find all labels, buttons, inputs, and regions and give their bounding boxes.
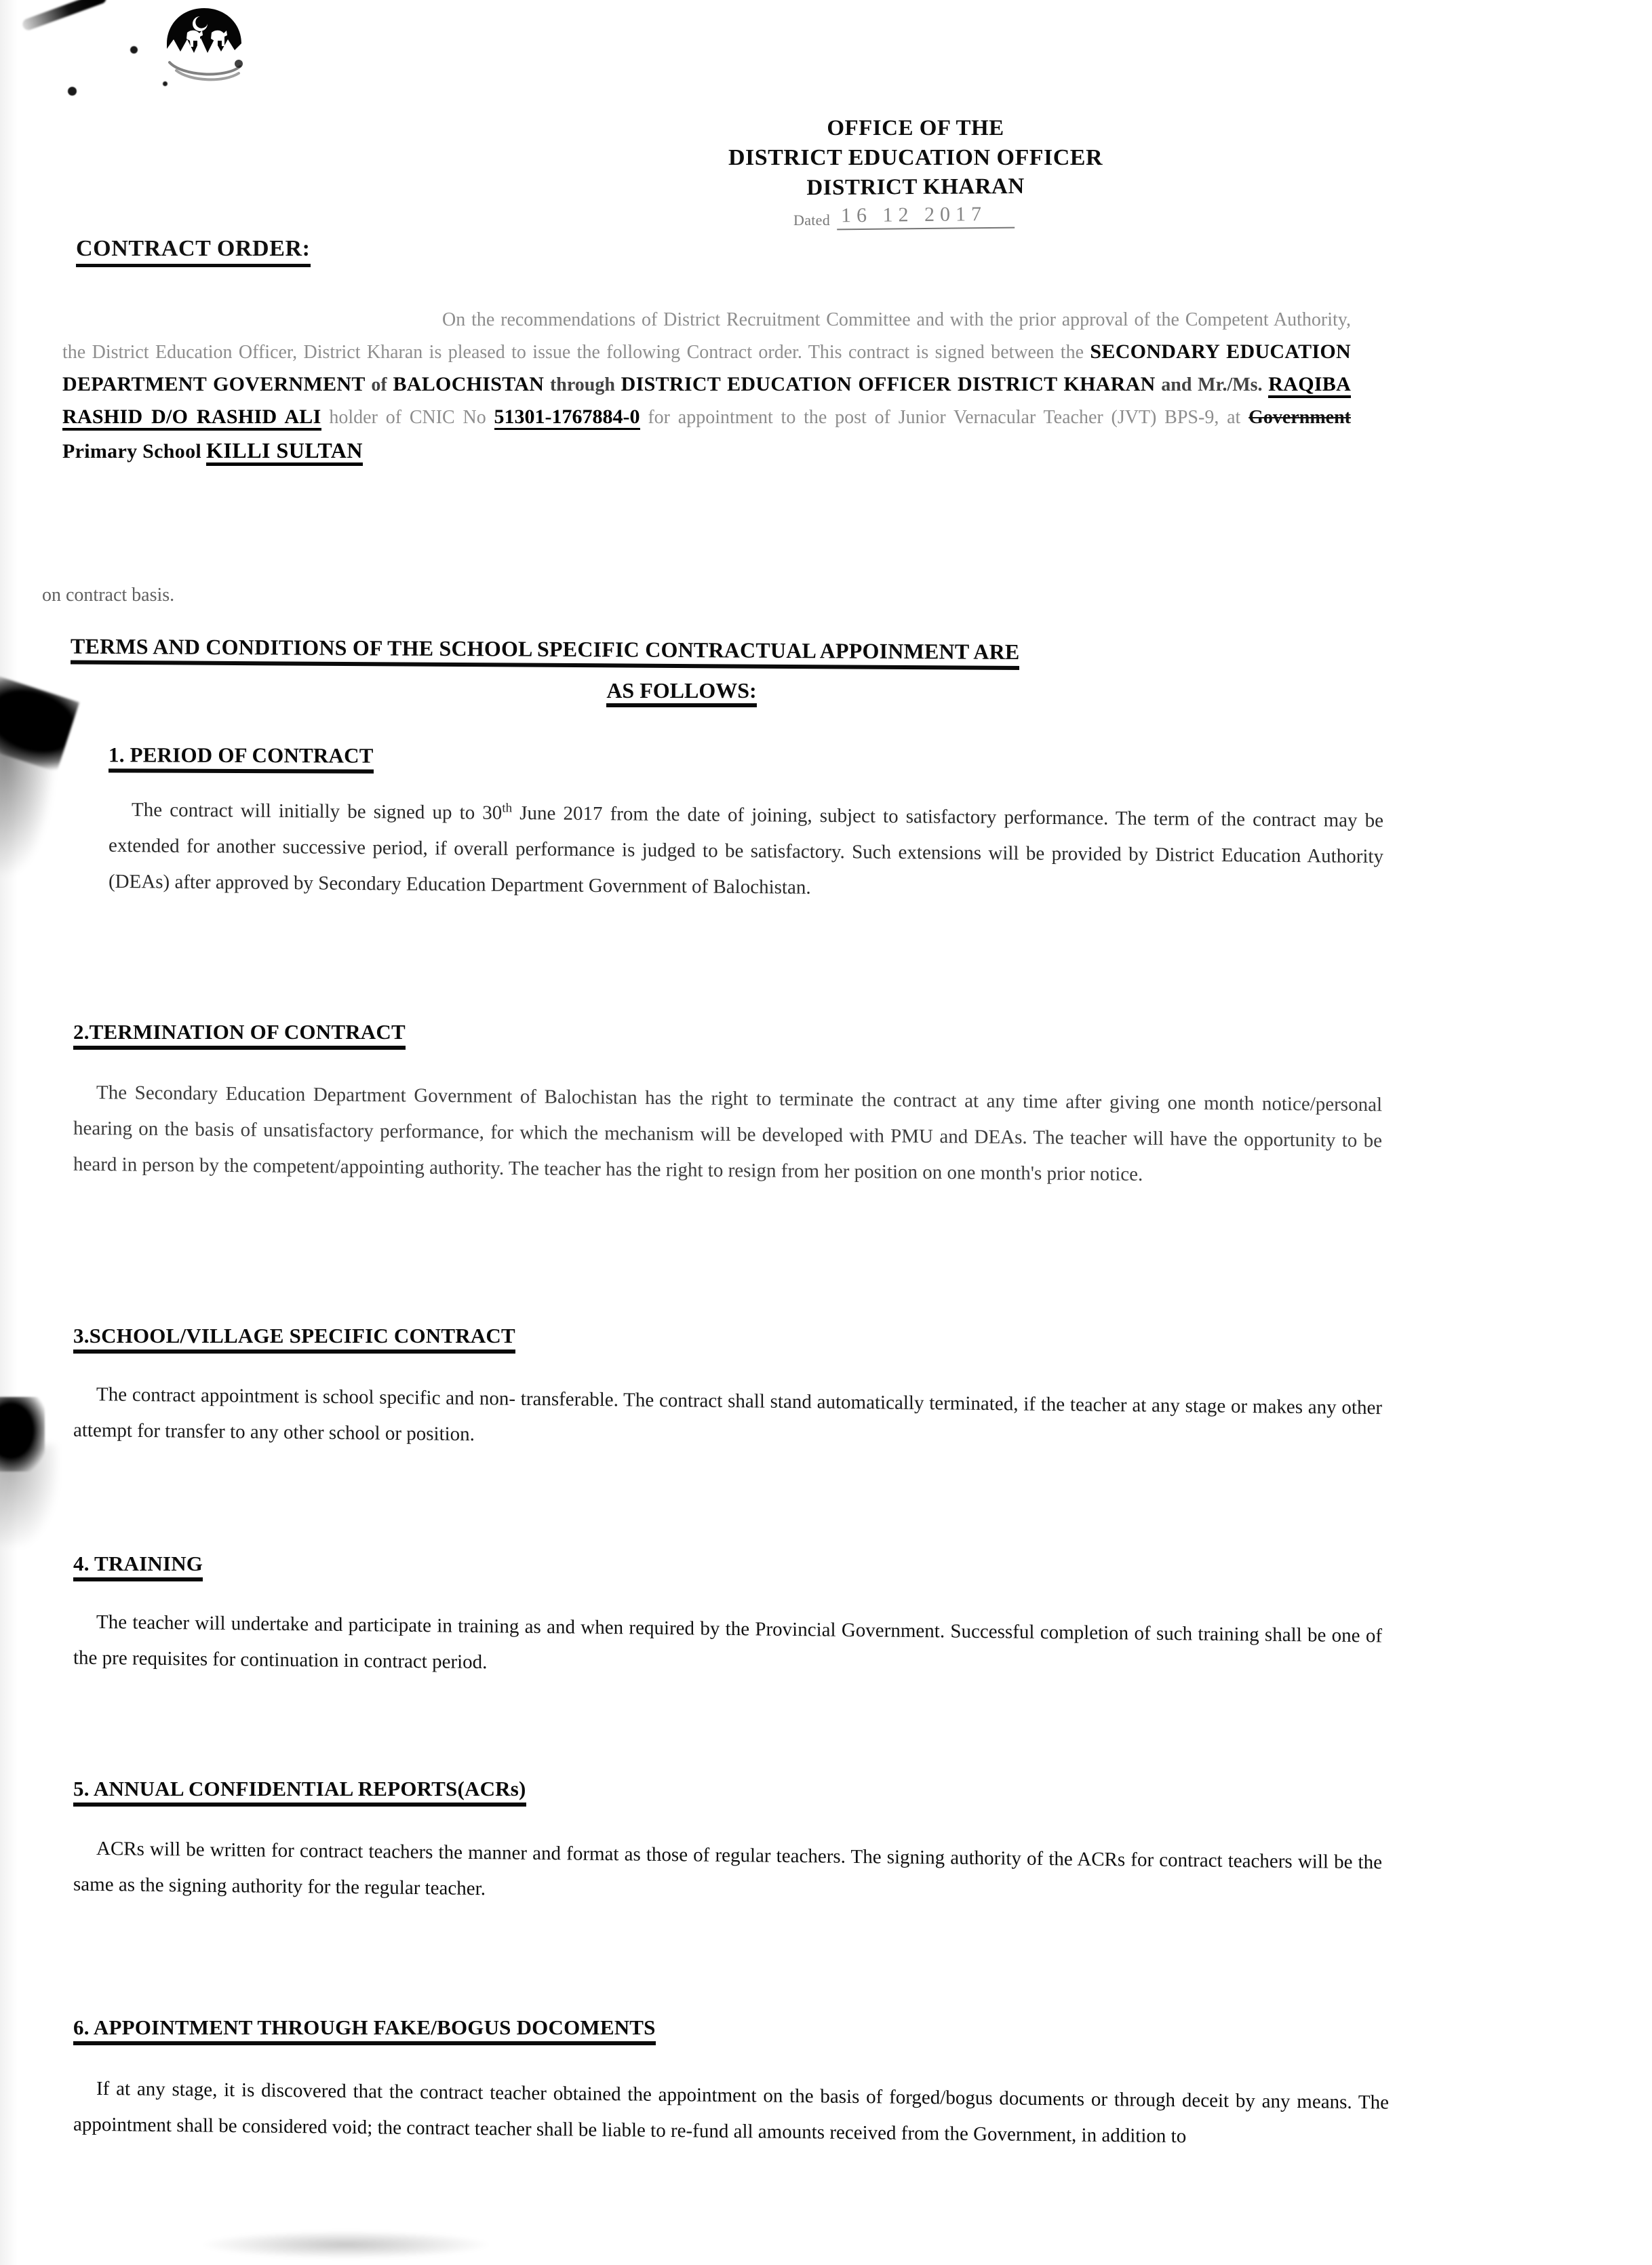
section-body-3: The contract appointment is school specific and non- transferable. The contract shall stand automatically terminated, if the teacher at any stage or makes any other attempt for transfer to any other school or position. — [73, 1383, 1382, 1445]
dated-label: Dated — [793, 212, 831, 229]
terms-and-conditions-title — [71, 634, 1291, 672]
recital-balochistan: BALOCHISTAN — [393, 372, 545, 395]
letterhead-line-2: DISTRICT EDUCATION OFFICER — [728, 144, 1103, 170]
section-heading-5: 5. ANNUAL CONFIDENTIAL REPORTS(ACRs) — [73, 1777, 526, 1807]
teacher-name-field: RAQIBA RASHID D/O RASHID ALI — [62, 373, 1351, 431]
ink-blob-smear-artifact — [0, 719, 54, 875]
cnic-number-field: 51301-1767884-0 — [494, 406, 640, 430]
section-body-1 — [109, 792, 1383, 911]
section-heading-4: 4. TRAINING — [73, 1552, 203, 1581]
dated-row — [793, 203, 1015, 229]
ink-blob-smear-artifact — [0, 1444, 58, 1546]
recital-cnic-label: holder of CNIC No — [329, 406, 486, 428]
scan-edge-shadow — [0, 0, 18, 2265]
struck-government-word: Government — [1248, 406, 1351, 428]
recital-primary-school-label: Primary School — [62, 439, 202, 462]
section-body-1-post: June 2017 from the date of joining, subject to satisfactory performance. The term of the contract may be extended for another successive period, if overall performance is judged to be satisfactory. Such extensions will be provided by District Education Authority (DEAs) after approved by Secondary Education Department Government of Balochistan. — [109, 802, 1383, 899]
letterhead-line-1: OFFICE OF THE — [827, 116, 1004, 140]
recital-of: of — [371, 374, 387, 395]
section-body-6: If at any stage, it is discovered that the contract teacher obtained the appointment on the basis of forged/bogus documents or through deceit by any means. The appointment shall be considered void; the contract teacher shall be liable to re-fund all amounts received from the Government, in addition to — [73, 2077, 1389, 2148]
recital-and: and — [1161, 374, 1192, 395]
section-training — [73, 1552, 1382, 1683]
section-heading-3: 3.SCHOOL/VILLAGE SPECIFIC CONTRACT — [73, 1324, 515, 1354]
section-body-1-ordinal: th — [502, 801, 513, 816]
terms-subtitle-text: AS FOLLOWS: — [606, 678, 756, 707]
section-body-2: The Secondary Education Department Government of Balochistan has the right to terminate the contract at any time after giving one month notice/personal hearing on the basis of unsatisfactory performance, for which the mechanism will be developed with PMU and DEAs. The teacher will have the opportunity to be heard in person by the competent/appointing authority. The teacher has the right to resign from her position on one month's prior notice. — [73, 1082, 1382, 1185]
section-body-1-pre: The contract will initially be signed up to 30 — [132, 799, 503, 824]
contract-basis-text: on contract basis. — [42, 585, 175, 606]
school-name-field: KILLI SULTAN — [206, 438, 363, 466]
section-termination-of-contract — [73, 1020, 1382, 1188]
scan-speck-artifact — [130, 46, 138, 54]
section-school-village-specific-contract — [73, 1324, 1382, 1455]
recital-district-education-officer: DISTRICT EDUCATION OFFICER DISTRICT KHARAN — [621, 372, 1156, 395]
contract-recital-paragraph — [62, 305, 1351, 468]
recital-text-part-1: On the recommendations of District Recruitment Committee and with the prior approval of the Competent Authority, the District Education Officer, District Kharan is pleased to issue the following Contract order. This contract is signed between the — [62, 309, 1351, 363]
terms-subtitle — [0, 678, 1363, 703]
section-body-4: The teacher will undertake and participate in training as and when required by the Provincial Government. Successful completion of such training shall be one of the pre requisites for continuation in contract period. — [73, 1611, 1382, 1673]
dated-value-handwritten: 16 12 2017 — [837, 203, 1015, 231]
section-heading-6: 6. APPOINTMENT THROUGH FAKE/BOGUS DOCOMENTS — [73, 2015, 656, 2045]
section-appointment-through-fake-bogus-documents — [73, 2015, 1389, 2150]
scan-streak-artifact — [21, 0, 108, 32]
section-annual-confidential-reports — [73, 1777, 1382, 1910]
ink-blob-artifact — [0, 1397, 45, 1472]
recital-mr-ms-label: Mr./Ms. — [1198, 374, 1263, 395]
recital-through: through — [549, 374, 615, 395]
section-heading-1: 1. PERIOD OF CONTRACT — [109, 743, 374, 773]
scan-smudge-artifact — [203, 2231, 488, 2258]
scan-speck-artifact — [68, 87, 77, 96]
government-emblem-icon — [157, 4, 251, 94]
letterhead-line-3: DISTRICT KHARAN — [806, 174, 1025, 201]
letterhead — [610, 114, 1221, 202]
recital-secondary-education-department: SECONDARY EDUCATION DEPARTMENT GOVERNMENT — [62, 340, 1351, 395]
recital-appointment-text: for appointment to the post of Junior Vernacular Teacher (JVT) BPS-9, at — [648, 406, 1241, 428]
contract-order-heading: CONTRACT ORDER: — [76, 236, 311, 267]
section-body-5: ACRs will be written for contract teachers the manner and format as those of regular teachers. The signing authority of the ACRs for contract teachers will be the same as the signing authority for the regular teacher. — [73, 1837, 1382, 1899]
section-heading-2: 2.TERMINATION OF CONTRACT — [73, 1020, 406, 1050]
section-period-of-contract — [109, 743, 1383, 905]
terms-title-text: TERMS AND CONDITIONS OF THE SCHOOL SPECIFIC CONTRACTUAL APPOINMENT ARE — [71, 634, 1019, 671]
